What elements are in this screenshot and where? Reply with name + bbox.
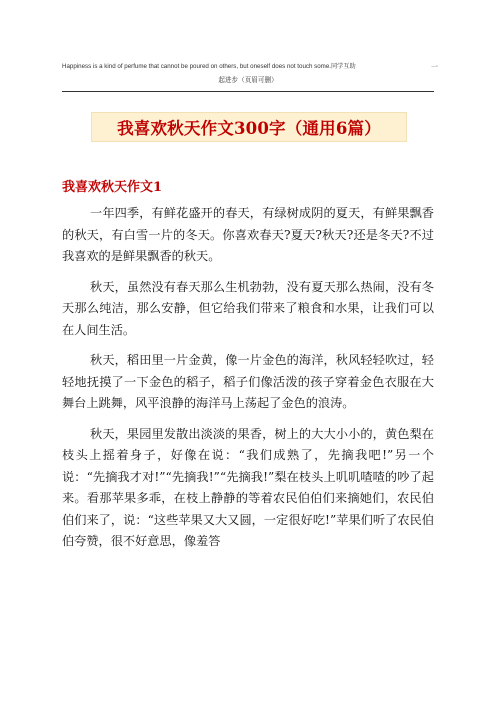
paragraph-4: 秋天，果园里发散出淡淡的果香，树上的大大小小的，黄色梨在枝头上摇着身子，好像在说：“我们成熟了，先摘我吧!”另一个说：“先摘我才对!”“先摘我!”“先摘我!”梨在枝头上叽叽喳喳的吵了起来。看那苹果多乖，在枝上静静的等着农民伯伯们来摘她们，农民伯伯们来了，说：“这些苹果又大又圆，一定很好吃!”苹果们听了农民伯伯夸赞，很不好意思，像羞答 xyxy=(62,426,434,548)
article-body xyxy=(62,203,434,562)
page-header xyxy=(62,62,438,86)
section-heading: 我喜欢秋天作文1 xyxy=(62,180,163,195)
paragraph-1: 一年四季，有鲜花盛开的春天，有绿树成阴的夏天，有鲜果飘香的秋天，有白雪一片的冬天。你喜欢春天?夏天?秋天?还是冬天?不过我喜欢的是鲜果飘香的秋天。 xyxy=(62,206,434,263)
paragraph-3: 秋天，稻田里一片金黄，像一片金色的海洋，秋风轻轻吹过，轻轻地抚摸了一下金色的稻子，稻子们像活泼的孩子穿着金色衣服在大舞台上跳舞，风平浪静的海洋马上荡起了金色的浪涛。 xyxy=(62,353,434,410)
header-tagline: Happiness is a kind of perfume that cannot be poured on others, but oneself does not touch some. xyxy=(62,63,331,70)
header-tagline-line xyxy=(62,62,434,71)
header-note: 起进步（页眉可删） xyxy=(218,76,278,84)
header-dash: 一 xyxy=(431,64,438,71)
header-rule xyxy=(62,91,434,92)
header-tagline-cn: 同学互助 xyxy=(330,63,356,70)
page-title: 我喜欢秋天作文300字（通用6篇） xyxy=(117,119,381,138)
title-box xyxy=(92,113,406,141)
paragraph-2: 秋天，虽然没有春天那么生机勃勃，没有夏天那么热闹，没有冬天那么纯洁，那么安静，但它给我们带来了粮食和水果，让我们可以在人间生活。 xyxy=(62,279,434,337)
